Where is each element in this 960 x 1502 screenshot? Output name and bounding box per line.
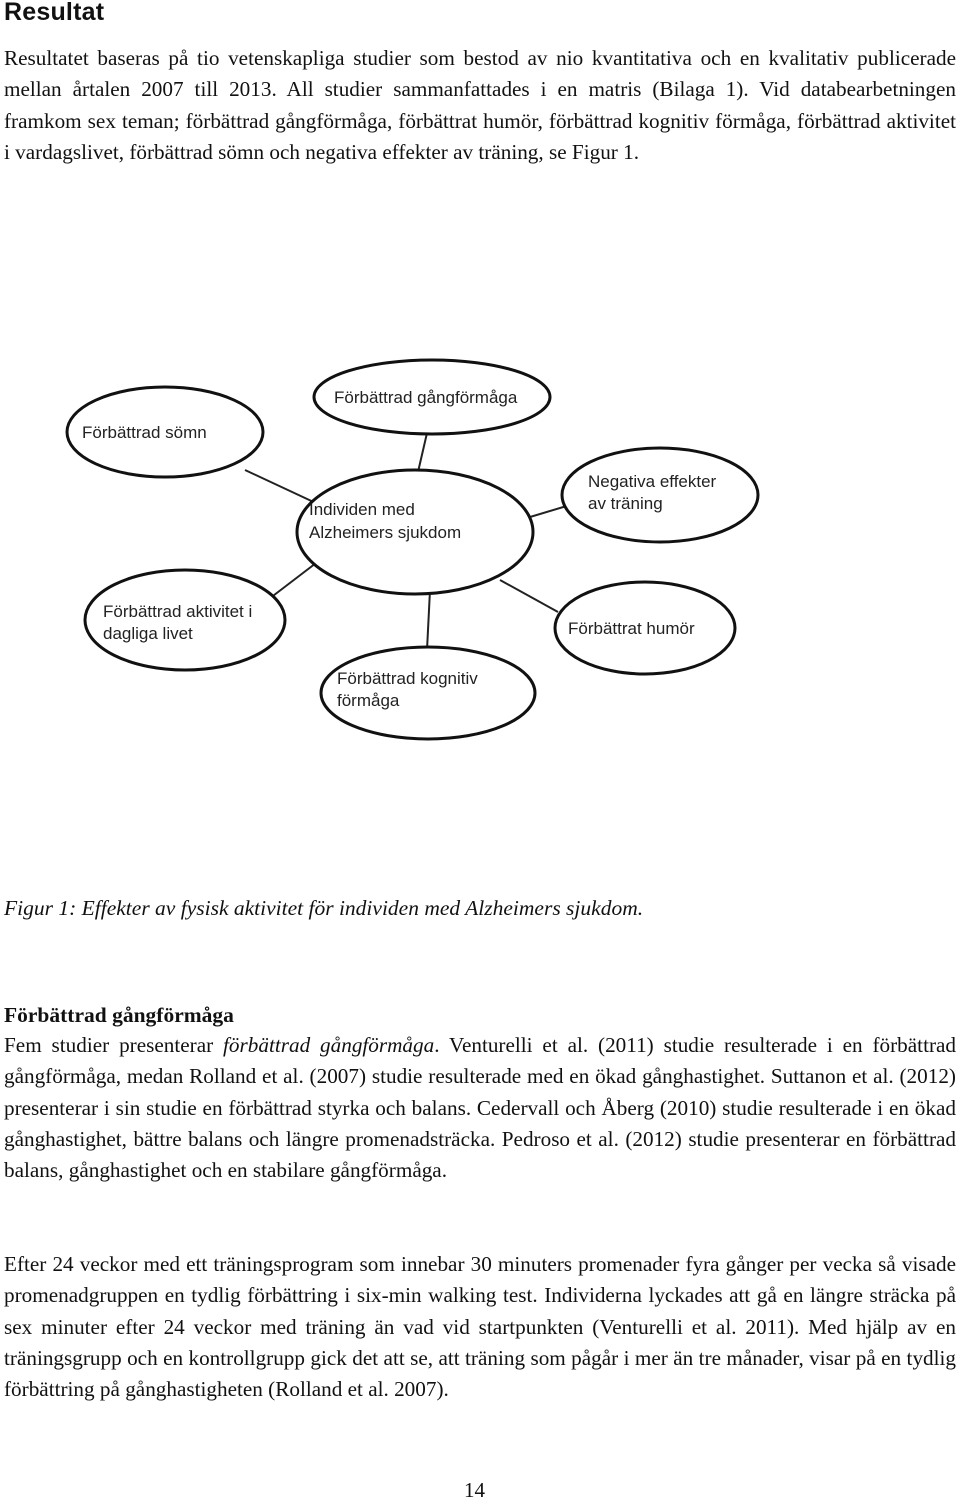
subsection-paragraph-1 — [4, 1030, 956, 1186]
node-label-aktivitet-line2: dagliga livet — [103, 624, 193, 643]
node-label-kognitiv-line2: förmåga — [337, 691, 400, 710]
section-heading: Resultat — [4, 0, 105, 26]
diagram-svg — [0, 340, 960, 760]
node-label-somn: Förbättrad sömn — [82, 423, 207, 442]
figure-caption: Figur 1: Effekter av fysisk aktivitet för individen med Alzheimers sjukdom. — [4, 896, 644, 920]
subsection-title: Förbättrad gångförmåga — [4, 1003, 234, 1027]
paragraph-text-rest: . Venturelli et al. (2011) studie resulterade i en förbättrad gångförmåga, medan Rolland et al. (2007) studie resulterade med en ökad gånghastighet. Suttanon et al. (2012) presenterar i sin studie en förbättrad styrka och balans. Cedervall och Åberg (2010) studie resulterade i en ökad gånghastighet, bättre balans och längre promenadsträcka. Pedroso et al. (2012) studie presenterar en förbättrad balans, gånghastighet och en stabilare gångförmåga. — [4, 1033, 957, 1183]
intro-paragraph: Resultatet baseras på tio vetenskapliga studier som bestod av nio kvantitativa och en kvalitativ publicerade mellan årtalen 2007 till 2013. All studier sammanfattades i en matris (Bilaga 1). Vid databearbetningen framkom sex teman; förbättrad gångförmåga, förbättrat humör, förbättrad kognitiv förmåga, förbättrad aktivitet i vardagslivet, förbättrad sömn och negativa effekter av träning, se Figur 1. — [4, 46, 956, 164]
emphasized-term: förbättrad gångförmåga — [223, 1033, 435, 1057]
subsection-paragraph-2: Efter 24 veckor med ett träningsprogram som innebar 30 minuters promenader fyra gånger per vecka så visade promenadgruppen en tydlig förbättring i six-min walking test. Individerna lyckades att gå en längre sträcka på sex minuter efter 24 veckor med träning än vad vid startpunkten (Venturelli et al. 2011). Med hjälp av en träningsgrupp och en kontrollgrupp gick det att se, att träning som pågår i mer än tre månader, visar på en tydlig förbättring på gånghastigheten (Rolland et al. 2007). — [4, 1252, 956, 1402]
paragraph-text-start: Fem studier presenterar — [4, 1033, 224, 1057]
node-label-humor: Förbättrat humör — [568, 619, 695, 638]
node-label-gangformaga: Förbättrad gångförmåga — [334, 388, 518, 407]
center-label-line2: Alzheimers sjukdom — [309, 523, 462, 542]
connector-kognitiv — [427, 590, 430, 650]
node-label-negativa-line1: Negativa effekter — [588, 472, 717, 491]
center-label-line1: Individen med — [309, 500, 415, 519]
node-label-negativa-line2: av träning — [588, 494, 663, 513]
node-label-kognitiv-line1: Förbättrad kognitiv — [337, 669, 478, 688]
concept-diagram — [0, 340, 960, 760]
page-number: 14 — [464, 1478, 485, 1502]
node-label-aktivitet-line1: Förbättrad aktivitet i — [103, 602, 253, 621]
connector-humor — [500, 580, 558, 612]
